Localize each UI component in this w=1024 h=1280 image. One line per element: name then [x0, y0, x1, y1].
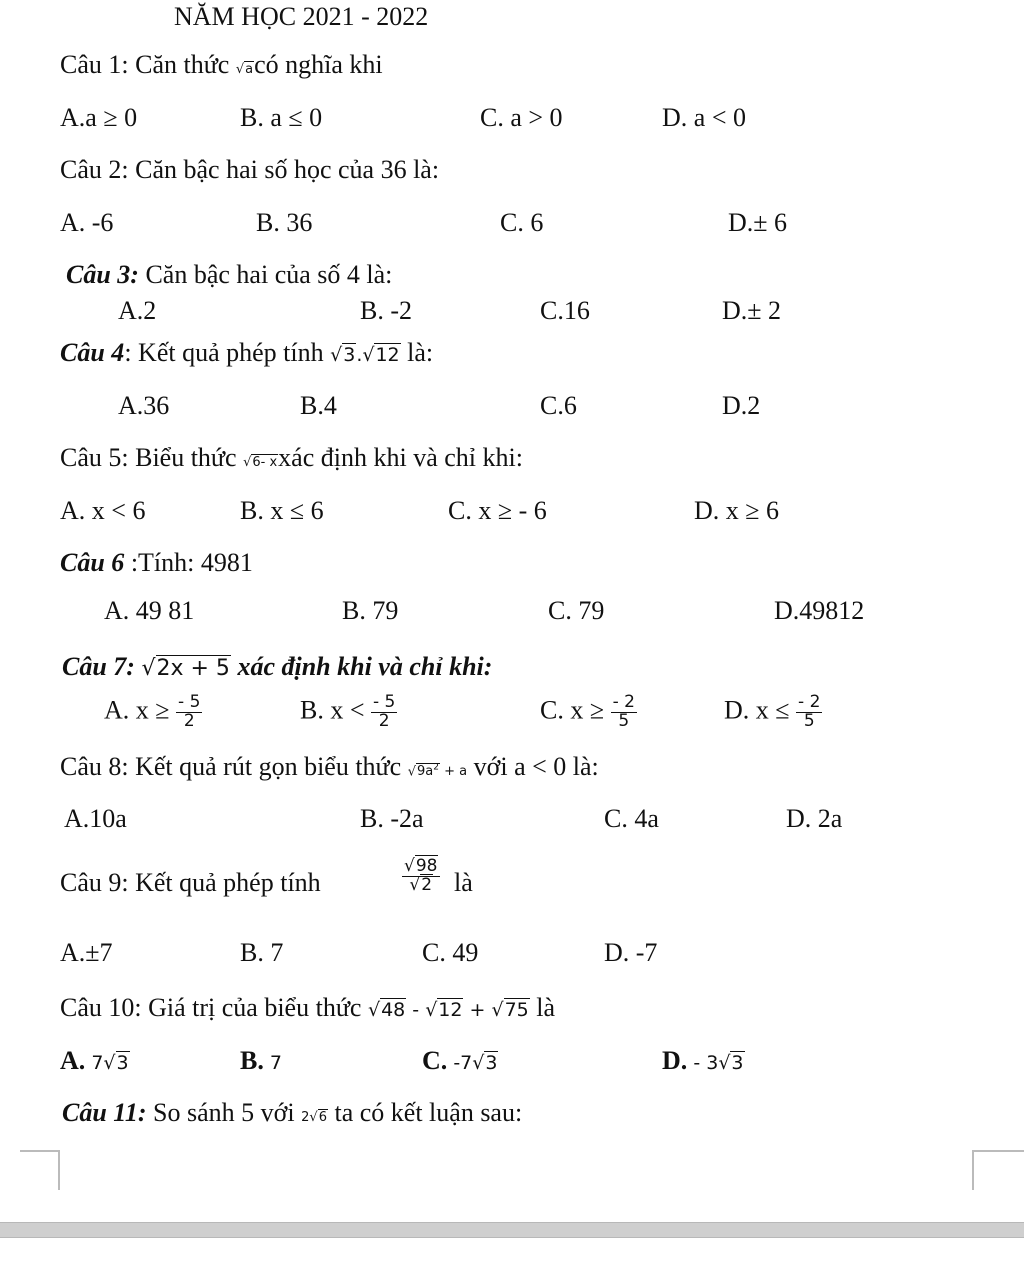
q3-option-c: C.16: [540, 296, 590, 325]
q5-option-a: A. x < 6: [60, 496, 146, 525]
question-3-text: Căn bậc hai của số 4 là:: [138, 260, 393, 289]
question-8: Câu 8: Kết quả rút gọn biểu thức $√9a^2 + a$ với a < 0 là:: [60, 752, 599, 781]
question-9-tail: là: [454, 868, 473, 897]
question-8-text: Câu 8: Kết quả rút gọn biểu thức: [60, 752, 408, 781]
question-1-text: Câu 1: Căn thức: [60, 50, 236, 79]
question-7: [62, 654, 492, 680]
q2-option-b: B. 36: [256, 208, 313, 237]
question-4-text: : Kết quả phép tính: [124, 338, 331, 367]
q6-option-c: C. 79: [548, 596, 605, 625]
question-6-label: Câu 6: [60, 548, 125, 577]
page-separator: [0, 1222, 1024, 1238]
q5-option-b: B. x ≤ 6: [240, 496, 324, 525]
question-11-text: So sánh 5 với: [146, 1098, 302, 1127]
q6-option-b: B. 79: [342, 596, 399, 625]
question-9-text: Câu 9: Kết quả phép tính: [60, 868, 321, 897]
q2-option-c: C. 6: [500, 208, 544, 237]
sqrt-9a2: $√9a^2$: [407, 762, 439, 779]
q1-option-b: B. a ≤ 0: [240, 103, 323, 132]
sqrt-fraction: $\frac{√98}{√2}$: [402, 858, 440, 895]
q7-option-c: C. x ≥ $\frac{- 2}{5}$: [540, 692, 635, 731]
q8-option-c: C. 4a: [604, 804, 659, 833]
question-1: [60, 52, 383, 78]
q5-option-d: D. x ≥ 6: [694, 496, 780, 525]
sqrt-75: √75: [491, 999, 529, 1021]
q10-option-d: D. - 3√3: [662, 1046, 744, 1075]
q4-option-c: C.6: [540, 391, 577, 420]
q8-option-d: D. 2a: [786, 804, 843, 833]
question-4-label: Câu 4: [60, 338, 125, 367]
question-7-tail: xác định khi và chỉ khi:: [230, 652, 493, 681]
question-3-label: Câu 3:: [66, 260, 139, 289]
q4-option-b: B.4: [300, 391, 337, 420]
question-5-tail: xác định khi và chỉ khi:: [278, 443, 523, 472]
q3-option-d: D.± 2: [722, 296, 782, 325]
q6-option-d: D.49812: [774, 596, 865, 625]
question-3: [66, 262, 392, 288]
q1-option-c: C. a > 0: [480, 103, 563, 132]
question-6-text: :Tính: 4981: [124, 548, 253, 577]
sqrt-6: √6: [309, 1110, 327, 1125]
q7-option-a: A. x ≥ $\frac{- 5}{2}$: [104, 692, 201, 731]
page-title: NĂM HỌC 2021 - 2022: [174, 2, 429, 31]
question-5: [60, 445, 523, 471]
q10-option-a: A. 7√3: [60, 1046, 129, 1075]
question-1-tail: có nghĩa khi: [254, 50, 383, 79]
sqrt-2x-plus-5: √2x + 5: [141, 656, 230, 681]
q9-option-a: A.±7: [60, 938, 113, 967]
q3-option-a: A.2: [118, 296, 157, 325]
q9-option-c: C. 49: [422, 938, 479, 967]
q8-option-a: A.10a: [64, 804, 127, 833]
question-8-tail: với a < 0 là:: [467, 752, 599, 781]
sqrt-expression: √a: [235, 62, 254, 77]
q7-option-b: B. x < $\frac{- 5}{2}$: [300, 692, 396, 731]
q6-option-a: A. 49 81: [104, 596, 195, 625]
question-6: [60, 550, 253, 576]
question-2: Câu 2: Căn bậc hai số học của 36 là:: [60, 155, 440, 184]
question-11: Câu 11: So sánh 5 với 2√6 ta có kết luận sau:: [62, 1098, 523, 1127]
q3-option-b: B. -2: [360, 296, 412, 325]
q10-option-c: C. -7√3: [422, 1046, 498, 1075]
question-4: Câu 4: Kết quả phép tính √3.√12 là:: [60, 338, 434, 367]
q5-option-c: C. x ≥ - 6: [448, 496, 547, 525]
sqrt-48: √48: [367, 999, 406, 1021]
question-4-tail: là:: [400, 338, 434, 367]
q2-option-a: A. -6: [60, 208, 114, 237]
sqrt-3: √3: [330, 344, 356, 366]
question-11-label: Câu 11:: [62, 1098, 147, 1127]
q1-option-a: A.a ≥ 0: [60, 103, 138, 132]
question-10-text: Câu 10: Giá trị của biểu thức: [60, 993, 368, 1022]
question-10-tail: là: [529, 993, 556, 1022]
q8-option-b: B. -2a: [360, 804, 424, 833]
q9-option-b: B. 7: [240, 938, 284, 967]
page-corner-mark-right: [972, 1150, 1024, 1190]
question-7-label: Câu 7:: [62, 652, 135, 681]
sqrt-6-minus-x: √6- x: [243, 455, 278, 470]
q7-option-d: D. x ≤ $\frac{- 2}{5}$: [724, 692, 821, 731]
q1-option-d: D. a < 0: [662, 103, 746, 132]
sqrt-12: √12: [362, 344, 400, 366]
page-corner-mark-left: [20, 1150, 60, 1190]
q10-option-b: B. 7: [240, 1046, 282, 1075]
question-10: Câu 10: Giá trị của biểu thức √48 - √12 + √75 là: [60, 993, 556, 1022]
q4-option-a: A.36: [118, 391, 170, 420]
sqrt-12: √12: [425, 999, 463, 1021]
q2-option-d: D.± 6: [728, 208, 788, 237]
q9-option-d: D. -7: [604, 938, 658, 967]
question-11-tail: ta có kết luận sau:: [327, 1098, 523, 1127]
question-5-text: Câu 5: Biểu thức: [60, 443, 244, 472]
q4-option-d: D.2: [722, 391, 761, 420]
